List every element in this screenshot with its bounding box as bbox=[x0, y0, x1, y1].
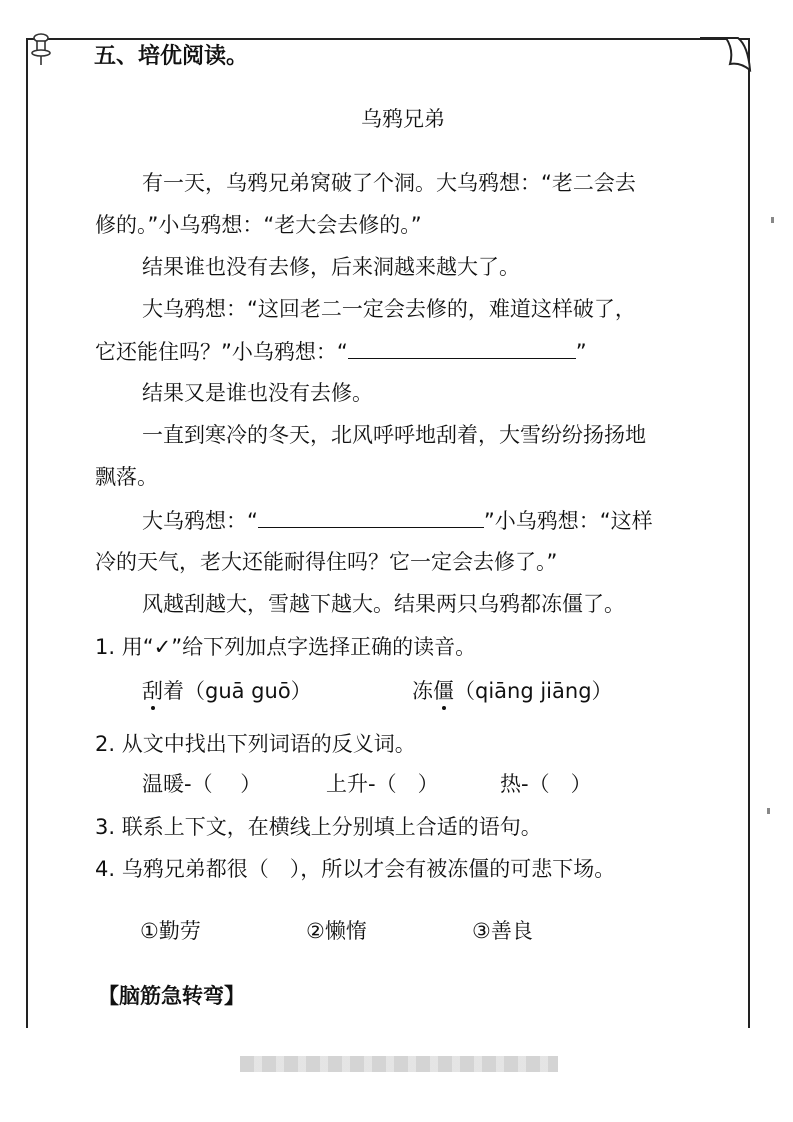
watermark-blur-bar bbox=[240, 1056, 558, 1072]
q1-item-1-pinyin[interactable]: （guā guō） bbox=[184, 679, 312, 703]
dotted-char-gua: 刮 bbox=[142, 679, 163, 703]
story-line-1: 有一天，乌鸦兄弟窝破了个洞。大乌鸦想：“老二会去 bbox=[142, 171, 636, 195]
checkmark-icon: ✓ bbox=[153, 635, 172, 659]
story-line-2: 修的。”小乌鸦想：“老大会去修的。” bbox=[95, 213, 422, 237]
q4-option-2[interactable]: ②懒惰 bbox=[306, 919, 367, 943]
q2-word-rise[interactable]: 上升-（ ） bbox=[326, 772, 439, 796]
pushpin-icon bbox=[30, 32, 52, 66]
section-title: 五、培优阅读。 bbox=[94, 44, 249, 69]
story-line-5 bbox=[95, 338, 587, 365]
question-2-number: 2. bbox=[95, 732, 116, 756]
story-line-8: 飘落。 bbox=[95, 465, 158, 489]
q1-item-1-char: 着 bbox=[163, 679, 184, 703]
page-curl-icon bbox=[700, 36, 752, 72]
story-line-5-prefix: 它还能住吗？”小乌鸦想：“ bbox=[95, 340, 348, 364]
question-2-text: 从文中找出下列词语的反义词。 bbox=[121, 732, 416, 756]
q2-word-warm[interactable]: 温暖-（ ） bbox=[142, 772, 262, 796]
story-title: 乌鸦兄弟 bbox=[361, 107, 445, 131]
q2-word-hot[interactable]: 热-（ ） bbox=[500, 772, 592, 796]
question-4-text: 乌鸦兄弟都很（ ），所以才会有被冻僵的可悲下场。 bbox=[121, 857, 616, 881]
scan-speck bbox=[767, 808, 770, 814]
question-4-number: 4. bbox=[95, 857, 116, 881]
story-line-5-suffix: ” bbox=[575, 340, 587, 364]
question-4 bbox=[95, 856, 615, 882]
brain-teaser-heading: 【脑筋急转弯】 bbox=[98, 984, 245, 1008]
story-line-4: 大乌鸦想：“这回老二一定会去修的，难道这样破了， bbox=[142, 297, 636, 321]
story-line-10: 冷的天气，老大还能耐得住吗？它一定会去修了。” bbox=[95, 550, 558, 574]
q1-item-1 bbox=[142, 678, 312, 704]
q1-item-2-pinyin[interactable]: （qiāng jiāng） bbox=[454, 679, 613, 703]
q4-option-3[interactable]: ③善良 bbox=[472, 919, 533, 943]
question-1 bbox=[95, 634, 476, 660]
story-line-3: 结果谁也没有去修，后来洞越来越大了。 bbox=[142, 255, 520, 279]
q1-item-2 bbox=[412, 678, 613, 704]
question-3-number: 3. bbox=[95, 815, 116, 839]
story-line-9-suffix: ”小乌鸦想：“这样 bbox=[483, 509, 653, 533]
question-3 bbox=[95, 814, 542, 840]
question-2 bbox=[95, 731, 416, 757]
story-line-9-prefix: 大乌鸦想：“ bbox=[142, 509, 258, 533]
story-line-9 bbox=[142, 507, 653, 534]
question-3-text: 联系上下文，在横线上分别填上合适的语句。 bbox=[121, 815, 542, 839]
answer-blank-1[interactable] bbox=[348, 338, 576, 359]
question-1-prefix: 用“ bbox=[121, 635, 154, 659]
story-line-6: 结果又是谁也没有去修。 bbox=[142, 381, 373, 405]
answer-blank-2[interactable] bbox=[258, 507, 484, 528]
story-line-11: 风越刮越大，雪越下越大。结果两只乌鸦都冻僵了。 bbox=[142, 592, 625, 616]
question-1-number: 1. bbox=[95, 635, 116, 659]
q4-option-1[interactable]: ①勤劳 bbox=[140, 919, 201, 943]
story-line-7: 一直到寒冷的冬天，北风呼呼地刮着，大雪纷纷扬扬地 bbox=[142, 423, 646, 447]
scan-speck bbox=[771, 217, 774, 223]
q1-item-2-char: 冻 bbox=[412, 679, 433, 703]
question-1-suffix: ”给下列加点字选择正确的读音。 bbox=[171, 635, 477, 659]
dotted-char-jiang: 僵 bbox=[433, 679, 454, 703]
